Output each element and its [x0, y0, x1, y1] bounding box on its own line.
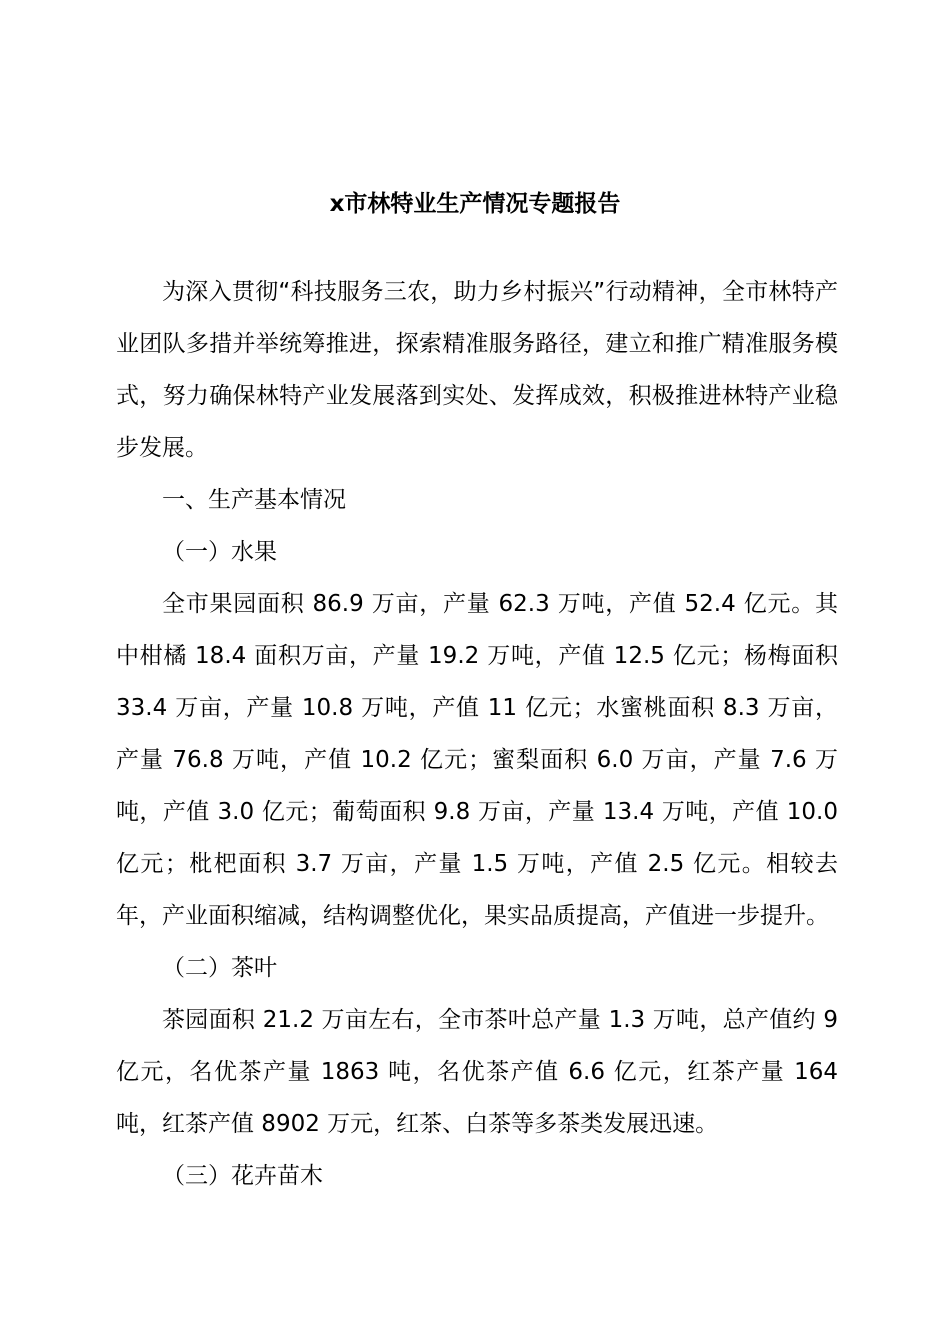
fruit-paragraph: 全市果园面积 86.9 万亩，产量 62.3 万吨，产值 52.4 亿元。其中柑橘 18.4 面积万亩，产量 19.2 万吨，产值 12.5 亿元；杨梅面积 33.4 万亩，产量 10.8 万吨，产值 11 亿元；水蜜桃面积 8.3 万亩，产量 76.8 万吨，产值 10.2 亿元；蜜梨面积 6.0 万亩，产量 7.6 万吨，产值 3.0 亿元；葡萄面积 9.8 万亩，产量 13.4 万吨，产值 10.0 亿元；枇杷面积 3.7 万亩，产量 1.5 万吨，产值 2.5 亿元。相较去年，产业面积缩减，结构调整优化，果实品质提高，产值进一步提升。 [116, 591, 838, 929]
document-body [116, 266, 838, 1202]
subsection-heading-fruit: （一）水果 [162, 539, 277, 565]
subsection-heading-tea: （二）茶叶 [162, 955, 277, 981]
section-heading-production: 一、生产基本情况 [162, 487, 346, 513]
intro-paragraph: 为深入贯彻“科技服务三农，助力乡村振兴”行动精神，全市林特产业团队多措并举统筹推进，探索精准服务路径，建立和推广精准服务模式，努力确保林特产业发展落到实处、发挥成效，积极推进林特产业稳步发展。 [116, 279, 838, 461]
tea-paragraph: 茶园面积 21.2 万亩左右，全市茶叶总产量 1.3 万吨，总产值约 9 亿元，名优茶产量 1863 吨，名优茶产值 6.6 亿元，红茶产量 164 吨，红茶产值 8902 万元，红茶、白茶等多茶类发展迅速。 [116, 1007, 838, 1137]
subsection-heading-flowers: （三）花卉苗木 [162, 1163, 323, 1189]
document-title: x市林特业生产情况专题报告 [329, 191, 621, 217]
